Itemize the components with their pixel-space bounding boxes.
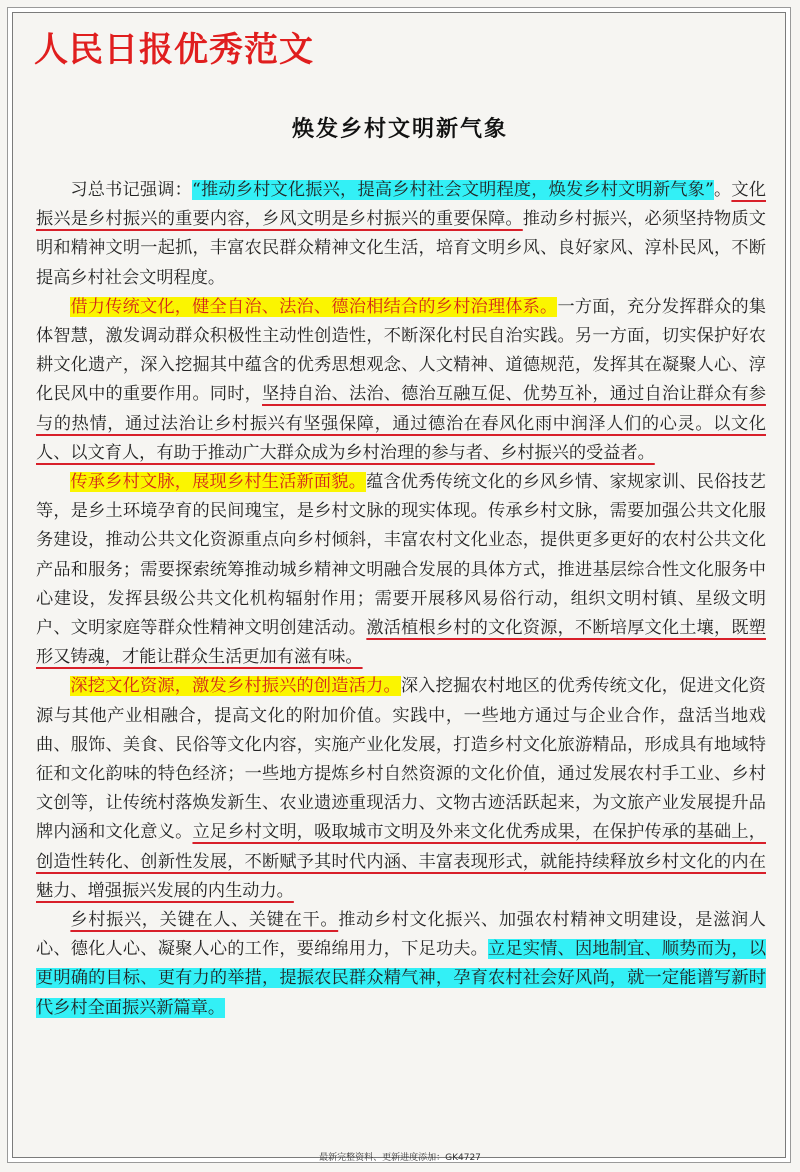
underlined-sentence: 立足乡村文明，吸取城市文明及外来文化优秀成果，在保护传承的基础上，创造性转化、创新性发展，不断赋予其时代内涵、丰富表现形式，就能持续释放乡村文化的内在魅力、增强振兴发展的内生动力。 [36,822,766,901]
underlined-heading: 乡村振兴，关键在人、关键在干。 [70,910,339,931]
text-span: 蕴含优秀传统文化的乡风乡情、家规家训、民俗技艺等，是乡土环境孕育的民间瑰宝，是乡村文脉的现实体现。传承乡村文脉，需要加强公共文化服务建设，推动公共文化资源重点向乡村倾斜，丰富农村文化业态，提供更多更好的农村公共文化产品和服务；需要探索统筹推动城乡精神文明融合发展的具体方式，推进基层综合性文化服务中心建设，发挥县级公共文化机构辐射作用；需要开展移风易俗行动，组织文明村镇、星级文明户、文明家庭等群众性精神文明创建活动。 [36,472,766,639]
underlined-sentence: 文化振兴是乡村振兴的重要内容，乡风文明是乡村振兴的重要保障。 [36,180,766,230]
paragraph-5 [36,906,766,1023]
footer-note: 最新完整资料、更新进度添加：GK4727 [319,1153,481,1163]
underlined-sentence: 激活植根乡村的文化资源，不断培厚文化土壤，既塑形又铸魂，才能让群众生活更加有滋有味。 [36,618,766,668]
text-span: 推动乡村振兴，必须坚持物质文明和精神文明一起抓，丰富农民群众精神文化生活，培育文明乡风、良好家风、淳朴民风，不断提高乡村社会文明程度。 [36,209,766,288]
highlight-heading: 传承乡村文脉，展现乡村生活新面貌。 [70,472,367,493]
paragraph-3 [36,468,766,672]
article-title: 焕发乡村文明新气象 [291,116,508,142]
text-span: 推动乡村文化振兴、加强农村精神文明建设，是滋润人心、德化人心、凝聚人心的工作，要绵绵用力，下足功夫。 [36,910,766,960]
highlight-heading: 借力传统文化，健全自治、法治、德治相结合的乡村治理体系。 [70,296,558,317]
text-span: 深入挖掘农村地区的优秀传统文化，促进文化资源与其他产业相融合，提高文化的附加价值。实践中，一些地方通过与企业合作，盘活当地戏曲、服饰、美食、民俗等文化内容，实施产业化发展，打造乡村文化旅游精品，形成具有地域特征和文化韵味的特色经济；一些地方提炼乡村自然资源的文化价值，通过发展农村手工业、乡村文创等，让传统村落焕发新生、农业遗迹重现活力、文物古迹活跃起来，为文旅产业发展提升品牌内涵和文化意义。 [36,676,766,843]
text-span: 习总书记强调： [70,180,193,200]
article-body [36,176,766,1023]
underlined-sentence: 坚持自治、法治、德治互融互促、优势互补，通过自治让群众有参与的热情，通过法治让乡村振兴有坚强保障，通过德治在春风化雨中润泽人们的心灵。以文化人、以文育人，有助于推动广大群众成为乡村治理的参与者、乡村振兴的受益者。 [36,384,766,463]
paragraph-1 [36,176,766,293]
text-span: 一方面，充分发挥群众的集体智慧，激发调动群众积极性主动性创造性，不断深化村民自治实践。另一方面，切实保护好农耕文化遗产，深入挖掘其中蕴含的优秀思想观念、人文精神、道德规范，发挥其在凝聚人心、淳化民风中的重要作用。同时， [36,296,766,405]
page-title: 人民日报优秀范文 [34,30,314,70]
highlight-heading: 深挖文化资源，激发乡村振兴的创造活力。 [70,676,401,697]
highlight-closing: 立足实情、因地制宜、顺势而为，以更明确的目标、更有力的举措，提振农民群众精气神，孕育农村社会好风尚，就一定能谱写新时代乡村全面振兴新篇章。 [36,939,766,1018]
highlight-quote: “推动乡村文化振兴，提高乡村社会文明程度，焕发乡村文明新气象” [192,180,714,200]
text-span: 。 [713,180,732,200]
paragraph-2 [36,293,766,468]
paragraph-4 [36,672,766,906]
